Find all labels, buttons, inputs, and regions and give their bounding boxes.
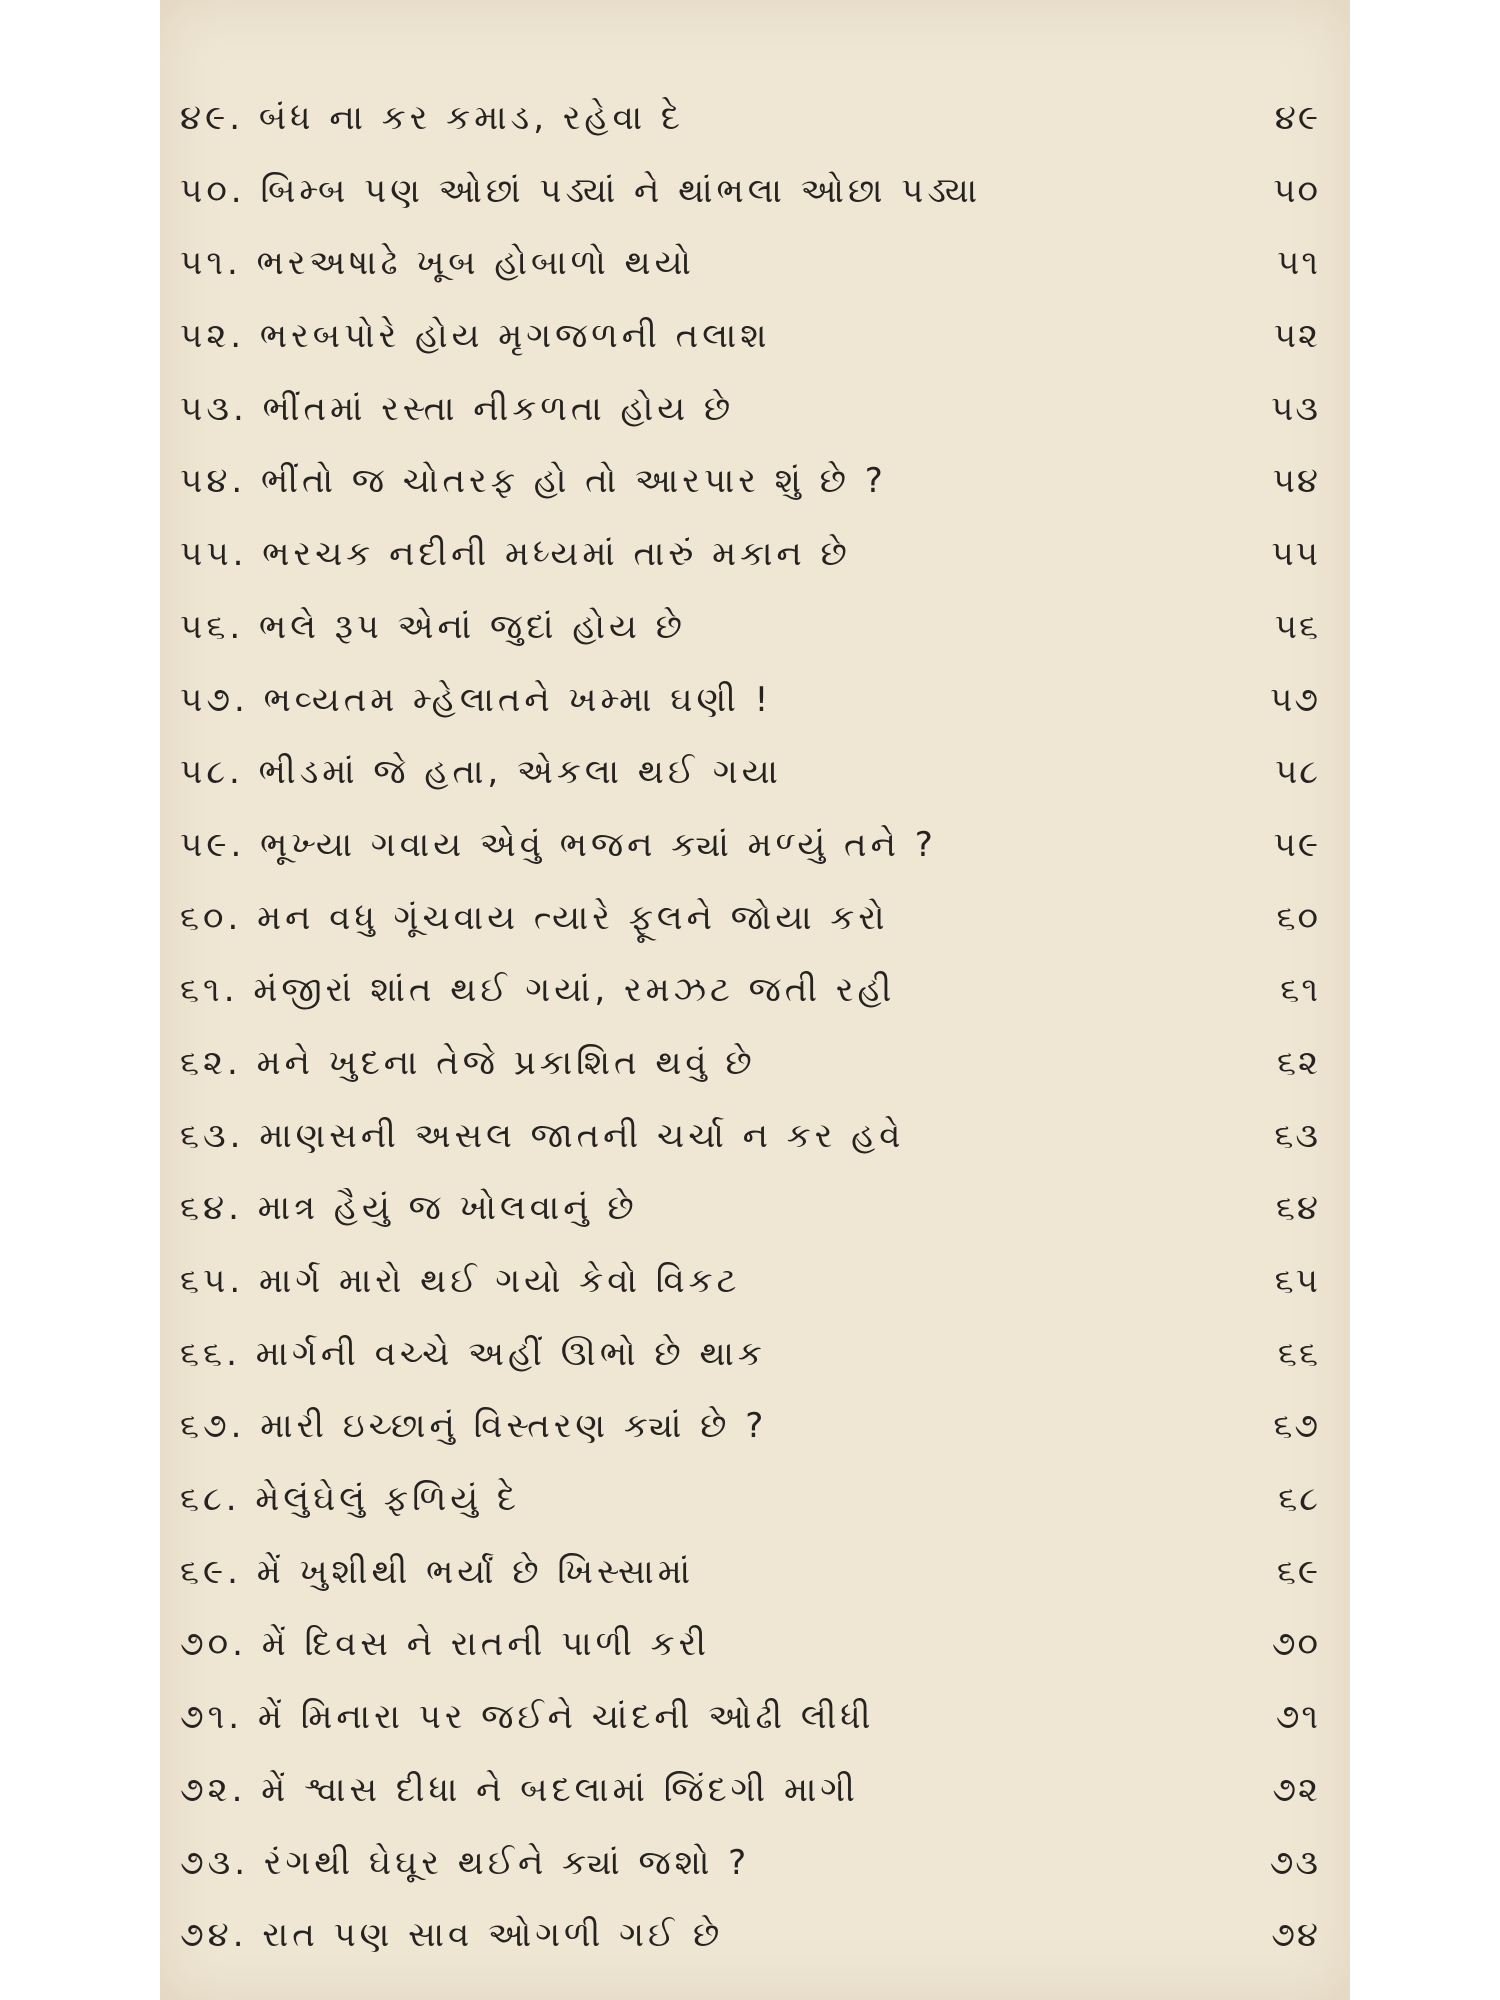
toc-entry bbox=[180, 1913, 1340, 1986]
toc-entry-number: ૬૯. bbox=[180, 1551, 242, 1592]
toc-entry-number: ૭૨. bbox=[180, 1769, 247, 1810]
toc-entry-text: મારી ઇચ્છાનું વિસ્તરણ ક્યાં છે ? bbox=[260, 1406, 768, 1447]
toc-entry bbox=[180, 1477, 1340, 1550]
toc-entry bbox=[180, 1041, 1340, 1114]
toc-entry-title bbox=[180, 241, 695, 285]
toc-entry-title bbox=[180, 1259, 740, 1303]
toc-entry-page-number: ૫૮ bbox=[1274, 752, 1320, 793]
toc-entry-text: ભરબપોરે હોય મૃગજળની તલાશ bbox=[259, 316, 771, 357]
toc-entry-text: રંગથી ઘેઘૂર થઈને ક્યાં જશો ? bbox=[263, 1842, 751, 1883]
toc-entry-text: મંજીરાં શાંત થઈ ગયાં, રમઝટ જતી રહી bbox=[253, 970, 896, 1011]
toc-entry-number: ૫૬. bbox=[180, 606, 245, 647]
toc-entry-number: ૬૨. bbox=[180, 1042, 242, 1083]
toc-entry-title bbox=[180, 1550, 694, 1594]
toc-entry bbox=[180, 823, 1340, 896]
toc-entry bbox=[180, 896, 1340, 969]
toc-entry-page-number: ૫૨ bbox=[1273, 316, 1320, 357]
toc-entry-text: માર્ગની વચ્ચે અહીં ઊભો છે થાક bbox=[255, 1333, 766, 1374]
toc-entry-title bbox=[180, 1404, 767, 1448]
table-of-contents bbox=[180, 96, 1340, 1986]
toc-entry-page-number: ૬૧ bbox=[1280, 970, 1320, 1011]
toc-entry-title bbox=[180, 896, 888, 940]
toc-entry-page-number: ૬૦ bbox=[1276, 897, 1320, 938]
toc-entry-number: ૬૮. bbox=[180, 1479, 241, 1520]
toc-entry-title bbox=[180, 1114, 904, 1158]
toc-entry bbox=[180, 532, 1340, 605]
toc-entry-title bbox=[180, 1186, 638, 1230]
toc-entry-text: બંધ ના કર કમાડ, રહેવા દે bbox=[258, 98, 684, 138]
toc-entry bbox=[180, 387, 1340, 460]
toc-entry-number: ૬૦. bbox=[180, 897, 243, 938]
toc-entry-number: ૭૧. bbox=[180, 1697, 244, 1738]
toc-entry-number: ૬૪. bbox=[180, 1188, 243, 1229]
toc-entry bbox=[180, 1114, 1340, 1187]
toc-entry-number: ૭૩. bbox=[180, 1842, 250, 1883]
toc-entry-text: ભલે રૂપ એનાં જુદાં હોય છે bbox=[259, 606, 686, 647]
toc-entry-page-number: ૫૩ bbox=[1271, 388, 1320, 429]
toc-entry-title bbox=[180, 1622, 710, 1666]
toc-entry-text: ભરચક નદીની મધ્યમાં તારું મકાન છે bbox=[262, 534, 851, 575]
toc-entry-title bbox=[180, 532, 851, 576]
toc-entry-number: ૫૩. bbox=[180, 388, 248, 429]
toc-entry-title bbox=[180, 823, 937, 867]
toc-entry bbox=[180, 314, 1340, 387]
toc-entry-title bbox=[180, 1913, 723, 1957]
toc-entry-title bbox=[180, 169, 981, 213]
toc-entry-title bbox=[180, 1768, 859, 1812]
toc-entry-number: ૫૧. bbox=[180, 243, 242, 284]
toc-entry-page-number: ૫૭ bbox=[1270, 679, 1320, 720]
toc-entry-page-number: ૬૭ bbox=[1273, 1406, 1320, 1447]
toc-entry-number: ૬૭. bbox=[180, 1406, 246, 1447]
toc-entry-page-number: ૬૨ bbox=[1277, 1042, 1320, 1083]
toc-entry bbox=[180, 1841, 1340, 1914]
toc-entry-text: ભીંતમાં રસ્તા નીકળતા હોય છે bbox=[262, 388, 735, 429]
toc-entry-text: ભવ્યતમ મ્હેલાતને ખમ્મા ઘણી ! bbox=[263, 679, 773, 720]
toc-entry-text: માર્ગ મારો થઈ ગયો કેવો વિકટ bbox=[259, 1261, 741, 1301]
toc-entry-page-number: ૭૩ bbox=[1269, 1842, 1320, 1883]
toc-entry-text: મેં શ્વાસ દીધા ને બદલામાં જિંદગી માગી bbox=[261, 1769, 859, 1810]
toc-entry-title bbox=[180, 678, 772, 722]
toc-entry-page-number: ૫૫ bbox=[1271, 534, 1320, 575]
toc-entry bbox=[180, 1695, 1340, 1768]
toc-entry-title bbox=[180, 1841, 750, 1885]
toc-entry-title bbox=[180, 314, 770, 358]
toc-entry-title bbox=[180, 387, 734, 431]
toc-entry-text: માત્ર હૈયું જ ખોલવાનું છે bbox=[257, 1188, 638, 1229]
toc-entry-page-number: ૬૬ bbox=[1277, 1333, 1320, 1374]
toc-entry bbox=[180, 96, 1340, 169]
toc-entry-number: ૬૩. bbox=[180, 1115, 245, 1156]
toc-entry-page-number: ૬૫ bbox=[1274, 1261, 1320, 1301]
toc-entry-title bbox=[180, 1477, 520, 1521]
toc-entry-number: ૫૨. bbox=[180, 316, 246, 357]
toc-entry-title bbox=[180, 750, 782, 794]
toc-entry-text: રાત પણ સાવ ઓગળી ગઈ છે bbox=[262, 1915, 724, 1956]
toc-entry-page-number: ૭૦ bbox=[1271, 1624, 1320, 1665]
toc-entry-text: માણસની અસલ જાતની ચર્ચા ન કર હવે bbox=[259, 1115, 905, 1156]
toc-entry-title bbox=[180, 96, 684, 140]
toc-entry-number: ૬૫. bbox=[180, 1261, 245, 1301]
toc-entry-text: મને ખુદના તેજે પ્રકાશિત થવું છે bbox=[256, 1042, 756, 1083]
toc-entry-page-number: ૪૯ bbox=[1274, 98, 1320, 138]
toc-entry-title bbox=[180, 1041, 756, 1085]
toc-entry bbox=[180, 1259, 1340, 1332]
toc-entry-page-number: ૭૧ bbox=[1275, 1697, 1320, 1738]
toc-entry-page-number: ૬૩ bbox=[1274, 1115, 1320, 1156]
toc-entry-page-number: ૬૪ bbox=[1275, 1188, 1320, 1229]
toc-entry-page-number: ૫૬ bbox=[1274, 606, 1320, 647]
toc-entry-number: ૪૯. bbox=[180, 98, 245, 138]
toc-entry-text: મેં દિવસ ને રાતની પાળી કરી bbox=[261, 1624, 710, 1665]
toc-entry bbox=[180, 241, 1340, 314]
toc-entry bbox=[180, 1550, 1340, 1623]
toc-entry bbox=[180, 169, 1340, 242]
toc-entry-title bbox=[180, 605, 686, 649]
toc-entry bbox=[180, 968, 1340, 1041]
toc-entry-page-number: ૫૧ bbox=[1277, 243, 1320, 284]
toc-entry-text: બિમ્બ પણ ઓછાં પડ્યાં ને થાંભલા ઓછા પડ્યા bbox=[260, 170, 982, 211]
toc-entry-page-number: ૬૯ bbox=[1276, 1551, 1320, 1592]
toc-entry-page-number: ૭૪ bbox=[1271, 1915, 1320, 1956]
toc-entry-title bbox=[180, 968, 895, 1012]
toc-entry-number: ૫૫. bbox=[180, 534, 248, 575]
toc-entry-page-number: ૫૯ bbox=[1273, 824, 1320, 865]
toc-entry bbox=[180, 459, 1340, 532]
toc-entry bbox=[180, 678, 1340, 751]
toc-entry-number: ૭૦. bbox=[180, 1624, 247, 1665]
toc-entry bbox=[180, 1768, 1340, 1841]
toc-entry-text: ભીડમાં જે હતા, એકલા થઈ ગયા bbox=[258, 752, 782, 793]
toc-entry-title bbox=[180, 1332, 766, 1376]
toc-entry-page-number: ૫૦ bbox=[1273, 170, 1320, 211]
toc-entry-text: ભરઅષાઢે ખૂબ હોબાળો થયો bbox=[256, 243, 695, 284]
toc-entry-text: મેલુંઘેલું ફળિયું દે bbox=[255, 1479, 520, 1520]
toc-entry-text: મન વધુ ગૂંચવાય ત્યારે ફૂલને જોયા કરો bbox=[257, 897, 889, 938]
toc-entry-page-number: ૭૨ bbox=[1272, 1769, 1320, 1810]
toc-entry bbox=[180, 1404, 1340, 1477]
toc-entry-page-number: ૬૮ bbox=[1278, 1479, 1320, 1520]
toc-entry-text: મેં મિનારા પર જઈને ચાંદની ઓઢી લીધી bbox=[257, 1697, 875, 1738]
toc-entry bbox=[180, 1186, 1340, 1259]
toc-entry-page-number: ૫૪ bbox=[1272, 461, 1320, 502]
toc-entry-number: ૫૭. bbox=[180, 679, 249, 720]
toc-entry-text: ભૂખ્યા ગવાય એવું ભજન ક્યાં મળ્યું તને ? bbox=[260, 824, 937, 865]
toc-entry-number: ૫૪. bbox=[180, 461, 247, 502]
toc-entry-number: ૬૬. bbox=[180, 1333, 241, 1374]
toc-entry-number: ૫૦. bbox=[180, 170, 246, 211]
toc-entry-number: ૭૪. bbox=[180, 1915, 248, 1956]
toc-entry bbox=[180, 605, 1340, 678]
toc-entry bbox=[180, 1622, 1340, 1695]
toc-entry-title bbox=[180, 459, 887, 503]
toc-entry-text: ભીંતો જ ચોતરફ હો તો આરપાર શું છે ? bbox=[261, 461, 887, 502]
toc-entry-text: મેં ખુશીથી ભર્યાં છે ખિસ્સામાં bbox=[256, 1551, 695, 1592]
toc-entry-number: ૫૮. bbox=[180, 752, 244, 793]
toc-entry-title bbox=[180, 1695, 874, 1739]
toc-entry-number: ૬૧. bbox=[180, 970, 239, 1011]
toc-entry bbox=[180, 1332, 1340, 1405]
toc-entry bbox=[180, 750, 1340, 823]
toc-entry-number: ૫૯. bbox=[180, 824, 246, 865]
